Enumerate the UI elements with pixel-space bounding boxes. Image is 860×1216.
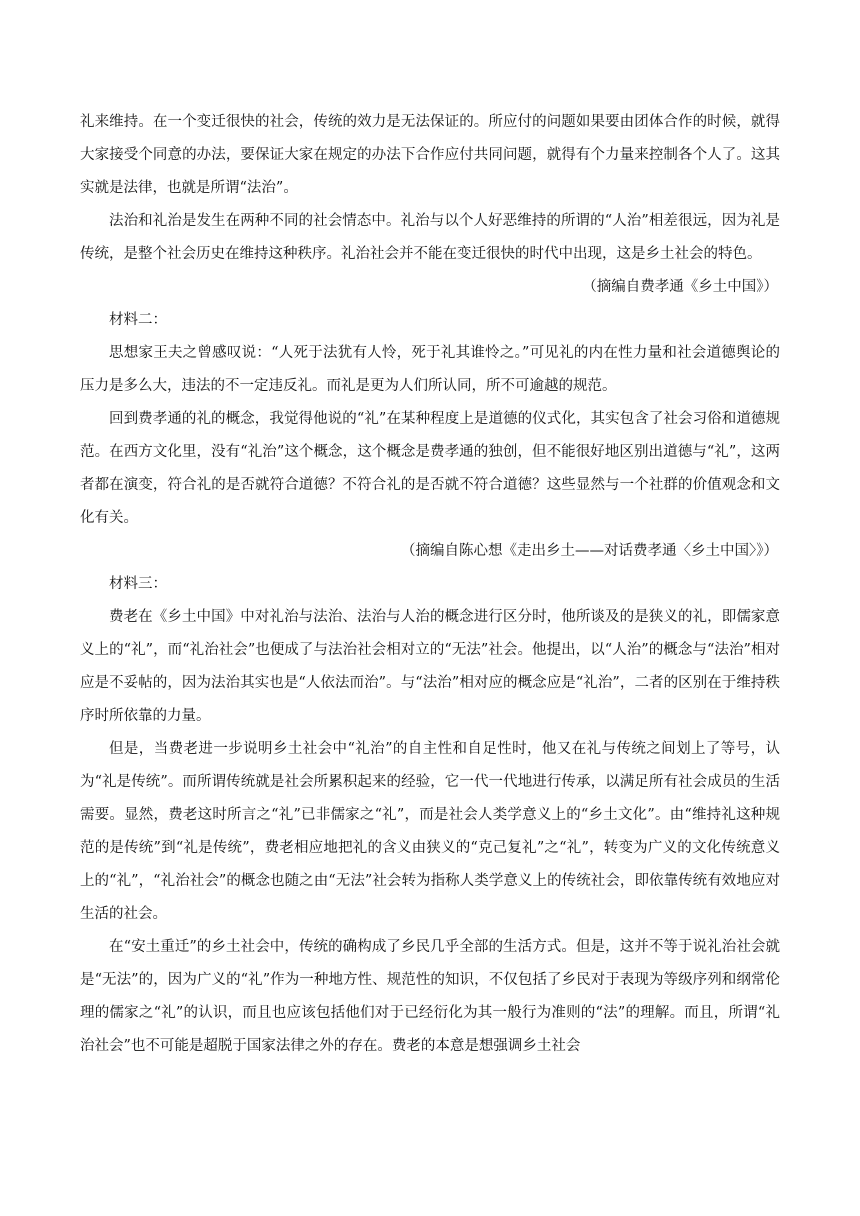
paragraph-continuation: 礼来维持。在一个变迁很快的社会，传统的效力是无法保证的。所应付的问题如果要由团体合作的时候，就得大家接受个同意的办法，要保证大家在规定的办法下合作应付共同问题，就得有个力量来控制各个人了。这其实就是法律，也就是所谓“法治”。 bbox=[80, 114, 780, 196]
material-2-label: 材料二： bbox=[109, 312, 167, 328]
paragraph-rites-tradition: 但是，当费老进一步说明乡土社会中“礼治”的自主性和自足性时，他又在礼与传统之间划上了等号，认为“礼是传统”。而所谓传统就是社会所累积起来的经验，它一代一代地进行传承，以满足所有社会成员的生活需要。显然，费老这时所言之“礼”已非儒家之“礼”，而是社会人类学意义上的“乡土文化”。由“维持礼这种规范的是传统”到“礼是传统”，费老相应地把礼的含义由狭义的“克己复礼”之“礼”，转变为广义的文化传统意义上的“礼”，“礼治社会”的概念也随之由“无法”社会转为指称人类学意义上的传统社会，即依靠传统有效地应对生活的社会。 bbox=[80, 741, 780, 922]
paragraph-rural-society: 在“安土重迁”的乡土社会中，传统的确构成了乡民几乎全部的生活方式。但是，这并不等于说礼治社会就是“无法”的，因为广义的“礼”作为一种地方性、规范性的知识，不仅包括了乡民对于表现为等级序列和纲常伦理的儒家之“礼”的认识，而且也应该包括他们对于已经衍化为其一般行为准则的“法”的理解。而且，所谓“礼治社会”也不可能是超脱于国家法律之外的存在。费老的本意是想强调乡土社会 bbox=[80, 939, 780, 1054]
source-citation-1: （摘编自费孝通《乡土中国》） bbox=[582, 279, 778, 295]
material-3-label: 材料三： bbox=[109, 576, 167, 592]
paragraph-rule-of-law-vs-rites: 法治和礼治是发生在两种不同的社会情态中。礼治与以个人好恶维持的所谓的“人治”相差很远，因为礼是传统，是整个社会历史在维持这种秩序。礼治社会并不能在变迁很快的时代中出现，这是乡土社会的特色。 bbox=[80, 213, 780, 262]
paragraph-rites-concept: 回到费孝通的礼的概念，我觉得他说的“礼”在某种程度上是道德的仪式化，其实包含了社会习俗和道德规范。在西方文化里，没有“礼治”这个概念，这个概念是费孝通的独创，但不能很好地区别出道德与“礼”，这两者都在演变，符合礼的是否就符合道德？不符合礼的是否就不符合道德？这些显然与一个社群的价值观念和文化有关。 bbox=[80, 411, 780, 526]
paragraph-narrow-rites: 费老在《乡土中国》中对礼治与法治、法治与人治的概念进行区分时，他所谈及的是狭义的礼，即儒家意义上的“礼”，而“礼治社会”也便成了与法治社会相对立的“无法”社会。他提出，以“人治”的概念与“法治”相对应是不妥帖的，因为法治其实也是“人依法而治”。与“法治”相对应的概念应是“礼治”，二者的区别在于维持秩序时所依靠的力量。 bbox=[80, 609, 780, 724]
paragraph-wang-fuzhi: 思想家王夫之曾感叹说：“人死于法犹有人怜，死于礼其谁怜之。”可见礼的内在性力量和社会道德舆论的压力是多么大，违法的不一定违反礼。而礼是更为人们所认同，所不可逾越的规范。 bbox=[80, 345, 780, 394]
source-citation-2: （摘编自陈心想《走出乡土——对话费孝通〈乡土中国〉》） bbox=[401, 543, 778, 559]
